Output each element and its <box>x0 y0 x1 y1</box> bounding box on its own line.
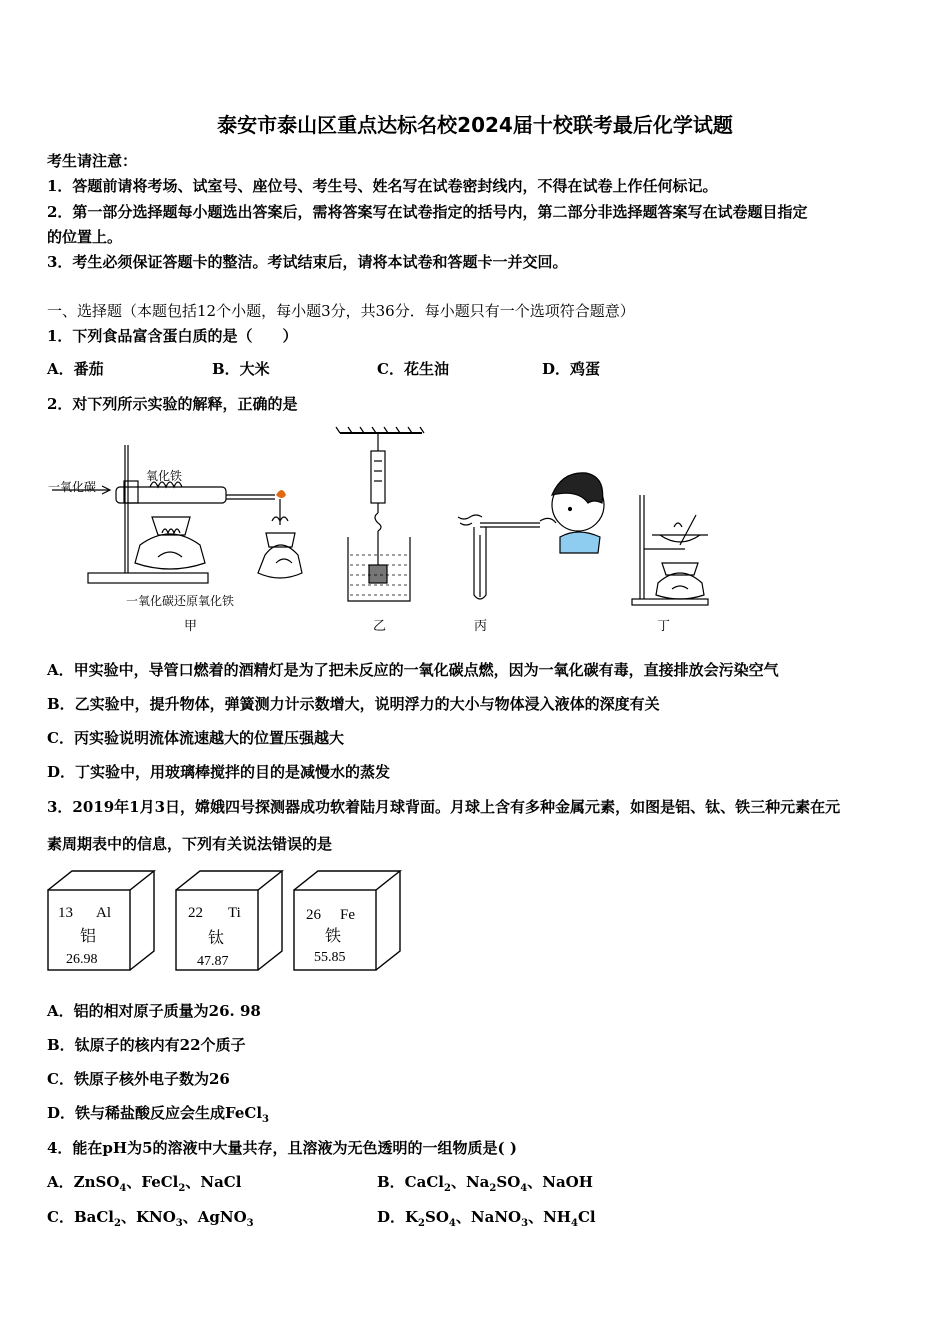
al-mass: 26.98 <box>66 952 98 967</box>
caption-jia-main: 一氧化碳还原氧化铁 <box>126 594 235 608</box>
q3-option-d-text: D．铁与稀盐酸反应会生成FeCl <box>47 1104 263 1122</box>
label-co: 一氧化碳 <box>48 480 97 494</box>
ti-symbol: Ti <box>228 905 241 921</box>
apparatus-bing <box>458 473 604 599</box>
fe-symbol: Fe <box>340 907 355 923</box>
ti-mass: 47.87 <box>197 954 229 969</box>
ti-number: 22 <box>188 905 203 921</box>
q4-stem: 4．能在pH为5的溶液中大量共存，且溶液为无色透明的一组物质是( ) <box>47 1139 517 1157</box>
q3-option-d-sub: 3 <box>262 1114 269 1125</box>
notice-item-3: 3．考生必须保证答题卡的整洁。考试结束后，请将本试卷和答题卡一并交回。 <box>47 253 568 271</box>
q2-option-d: D．丁实验中，用玻璃棒搅拌的目的是减慢水的蒸发 <box>47 763 391 781</box>
q2-option-b: B．乙实验中，提升物体，弹簧测力计示数增大，说明浮力的大小与物体浸入液体的深度有关 <box>47 695 660 713</box>
fe-mass: 55.85 <box>314 950 346 965</box>
element-card-ti <box>176 871 282 970</box>
q4-option-a: A．ZnSO$_4$、FeCl$_2$、NaCl <box>47 1173 242 1194</box>
label-fe2o3: 氧化铁 <box>146 469 183 483</box>
page-title: 泰安市泰山区重点达标名校2024届十校联考最后化学试题 <box>217 113 733 137</box>
q3-option-b: B．钛原子的核内有22个质子 <box>47 1036 246 1054</box>
q2-stem: 2．对下列所示实验的解释，正确的是 <box>47 395 298 413</box>
q2-option-a: A．甲实验中，导管口燃着的酒精灯是为了把未反应的一氧化碳点燃，因为一氧化碳有毒，直接排放会污染空气 <box>47 661 779 679</box>
q3-stem-1: 3．2019年1月3日，嫦娥四号探测器成功软着陆月球背面。月球上含有多种金属元素，如图是铝、钛、铁三种元素在元 <box>47 798 841 816</box>
element-card-al <box>48 871 154 970</box>
flame-icon <box>276 490 286 498</box>
q2-option-c: C．丙实验说明流体流速越大的位置压强越大 <box>47 729 344 747</box>
q1-stem: 1．下列食品富含蛋白质的是（ ） <box>47 327 298 345</box>
al-name: 铝 <box>80 926 97 945</box>
q4-option-d: D．$K_2SO_4$、NaNO$_3$、$NH_4Cl$ <box>377 1208 596 1229</box>
q3-stem-2: 素周期表中的信息，下列有关说法错误的是 <box>47 835 333 853</box>
apparatus-jia <box>52 445 302 583</box>
al-number: 13 <box>58 905 73 921</box>
element-card-fe <box>294 871 400 970</box>
q4-option-c: C．BaCl$_2$、$KNO_3$、AgNO$_3$ <box>47 1208 254 1229</box>
q3-option-a: A．铝的相对原子质量为26. 98 <box>47 1002 261 1020</box>
q1-option-b: B．大米 <box>212 360 270 378</box>
q1-option-a: A．番茄 <box>47 360 104 378</box>
label-bing: 丙 <box>474 619 488 634</box>
notice-item-2-cont: 的位置上。 <box>47 228 123 246</box>
apparatus-ding <box>632 495 708 605</box>
element-cards <box>40 865 410 975</box>
notice-heading: 考生请注意： <box>47 152 138 170</box>
notice-item-2: 2．第一部分选择题每小题选出答案后，需将答案写在试卷指定的括号内，第二部分非选择题答案写在试卷题目指定 <box>47 203 808 221</box>
q3-option-d <box>47 1103 269 1130</box>
label-jia: 甲 <box>184 619 198 634</box>
experiment-figure <box>40 425 720 635</box>
fe-number: 26 <box>306 907 321 923</box>
q3-option-c: C．铁原子核外电子数为26 <box>47 1070 230 1088</box>
ti-name: 钛 <box>208 928 225 947</box>
q1-option-d: D．鸡蛋 <box>542 360 601 378</box>
section-heading: 一、选择题（本题包括12个小题，每小题3分，共36分．每小题只有一个选项符合题意） <box>47 302 635 320</box>
notice-item-1: 1．答题前请将考场、试室号、座位号、考生号、姓名写在试卷密封线内，不得在试卷上作任何标记。 <box>47 177 718 195</box>
fe-name: 铁 <box>325 926 342 945</box>
q4-option-b: B．CaCl$_2$、$Na_2SO_4$、NaOH <box>377 1173 593 1194</box>
al-symbol: Al <box>96 905 111 921</box>
q1-option-c: C．花生油 <box>377 360 449 378</box>
label-ding: 丁 <box>657 619 671 634</box>
label-yi: 乙 <box>373 619 387 634</box>
